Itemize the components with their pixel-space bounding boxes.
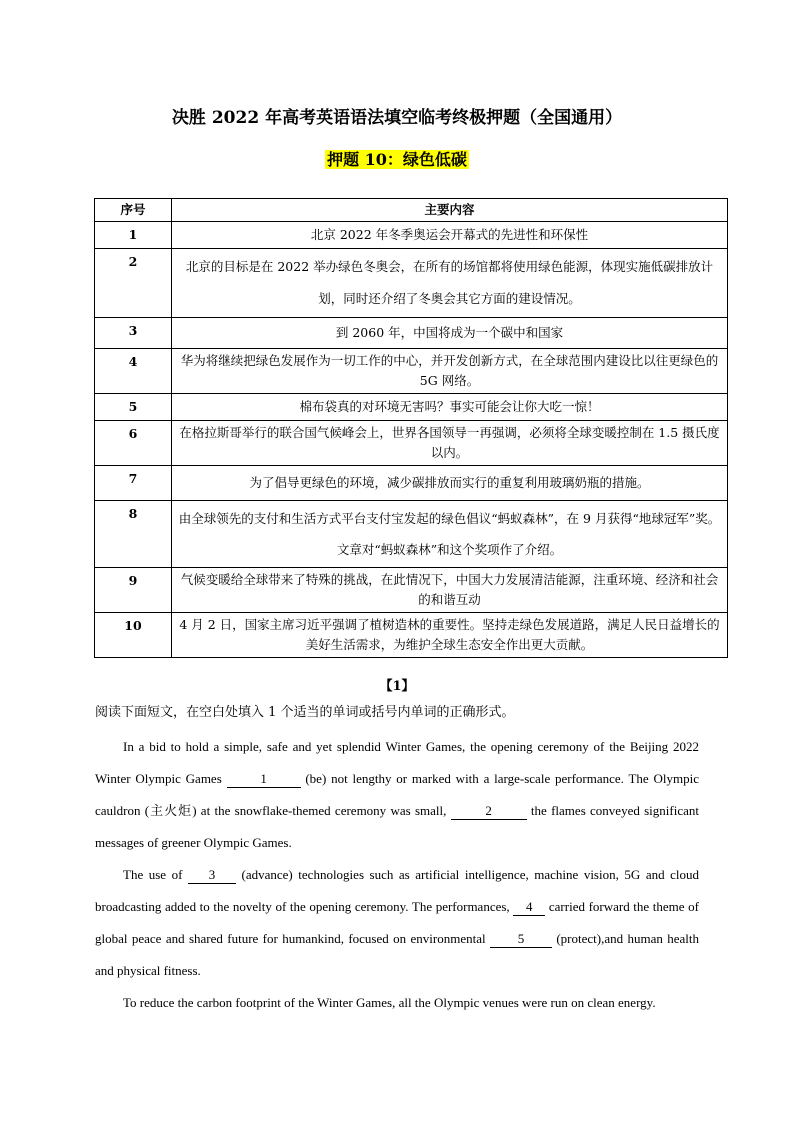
row-content: 华为将继续把绿色发展作为一切工作的中心，并开发创新方式，在全球范围内建设比以往更绿色的 5G 网络。 [172, 349, 728, 394]
table-row [95, 613, 728, 658]
document-title: 决胜 2022 年高考英语语法填空临考终极押题（全国通用） [171, 108, 623, 128]
row-number: 7 [95, 466, 172, 501]
row-content: 4 月 2 日，国家主席习近平强调了植树造林的重要性。坚持走绿色发展道路，满足人民日益增长的美好生活需求，为维护全球生态安全作出更大贡献。 [172, 613, 728, 658]
table-row [95, 249, 728, 318]
row-number: 9 [95, 568, 172, 613]
row-content: 到 2060 年，中国将成为一个碳中和国家 [172, 318, 728, 349]
instruction-text: 阅读下面短文，在空白处填入 1 个适当的单词或括号内单词的正确形式。 [95, 705, 515, 720]
passage-paragraph [95, 731, 699, 859]
row-content: 在格拉斯哥举行的联合国气候峰会上，世界各国领导一再强调，必须将全球变暖控制在 1.5 摄氏度以内。 [172, 421, 728, 466]
section-heading: 【1】 [379, 679, 415, 694]
passage-text: the flames conveyed significant messages of greener Olympic Games. [95, 803, 699, 850]
row-content: 北京 2022 年冬季奥运会开幕式的先进性和环保性 [172, 222, 728, 249]
table-row [95, 394, 728, 421]
passage-text: The use of [123, 867, 188, 882]
passage-text: (advance) technologies such as artificial intelligence, machine vision, 5G and cloud broadcasting added to the novelty of the opening ceremony. The performances, [95, 867, 700, 914]
row-content: 气候变暖给全球带来了特殊的挑战，在此情况下，中国大力发展清洁能源，注重环境、经济和社会的和谐互动 [172, 568, 728, 613]
topics-table [94, 198, 728, 658]
subtitle-highlight: 押题 10：绿色低碳 [327, 150, 467, 169]
row-content: 棉布袋真的对环境无害吗？事实可能会让你大吃一惊！ [172, 394, 728, 421]
row-content: 由全球领先的支付和生活方式平台支付宝发起的绿色倡议“蚂蚁森林”，在 9 月获得“地球冠军”奖。文章对“蚂蚁森林”和这个奖项作了介绍。 [172, 501, 728, 568]
passage-paragraph [95, 859, 699, 987]
row-number: 6 [95, 421, 172, 466]
header-number: 序号 [95, 199, 172, 222]
table-row [95, 466, 728, 501]
header-content: 主要内容 [172, 199, 728, 222]
table-row [95, 318, 728, 349]
blank-2[interactable]: 2 [451, 803, 527, 820]
blank-5[interactable]: 5 [490, 931, 552, 948]
row-number: 2 [95, 249, 172, 318]
blank-4[interactable]: 4 [513, 899, 545, 916]
table-header-row [95, 199, 728, 222]
table-row [95, 222, 728, 249]
table-row [95, 349, 728, 394]
row-content: 北京的目标是在 2022 举办绿色冬奥会，在所有的场馆都将使用绿色能源，体现实施低碳排放计划，同时还介绍了冬奥会其它方面的建设情况。 [172, 249, 728, 318]
passage-text: (be) not lengthy or marked with a large-scale performance. The Olympic cauldron (主火炬) at the snowflake-themed ceremony was small, [95, 771, 699, 818]
row-number: 4 [95, 349, 172, 394]
row-number: 5 [95, 394, 172, 421]
row-number: 10 [95, 613, 172, 658]
table-row [95, 421, 728, 466]
blank-1[interactable]: 1 [227, 771, 301, 788]
passage-paragraph: To reduce the carbon footprint of the Winter Games, all the Olympic venues were run on clean energy. [123, 995, 656, 1010]
blank-3[interactable]: 3 [188, 867, 236, 884]
row-number: 8 [95, 501, 172, 568]
passage-text: carried forward the theme of global peace and shared future for humankind, focused on environmental [95, 899, 699, 946]
document-subtitle [0, 147, 794, 170]
row-number: 3 [95, 318, 172, 349]
row-number: 1 [95, 222, 172, 249]
table-row [95, 568, 728, 613]
passage-text: (protect),and human health and physical fitness. [95, 931, 700, 978]
row-content: 为了倡导更绿色的环境，减少碳排放而实行的重复利用玻璃奶瓶的措施。 [172, 466, 728, 501]
reading-passage [95, 731, 699, 1019]
table-row [95, 501, 728, 568]
passage-text: In a bid to hold a simple, safe and yet splendid Winter Games, the opening ceremony of the Beijing 2022 Winter Olympic Games [95, 739, 699, 786]
